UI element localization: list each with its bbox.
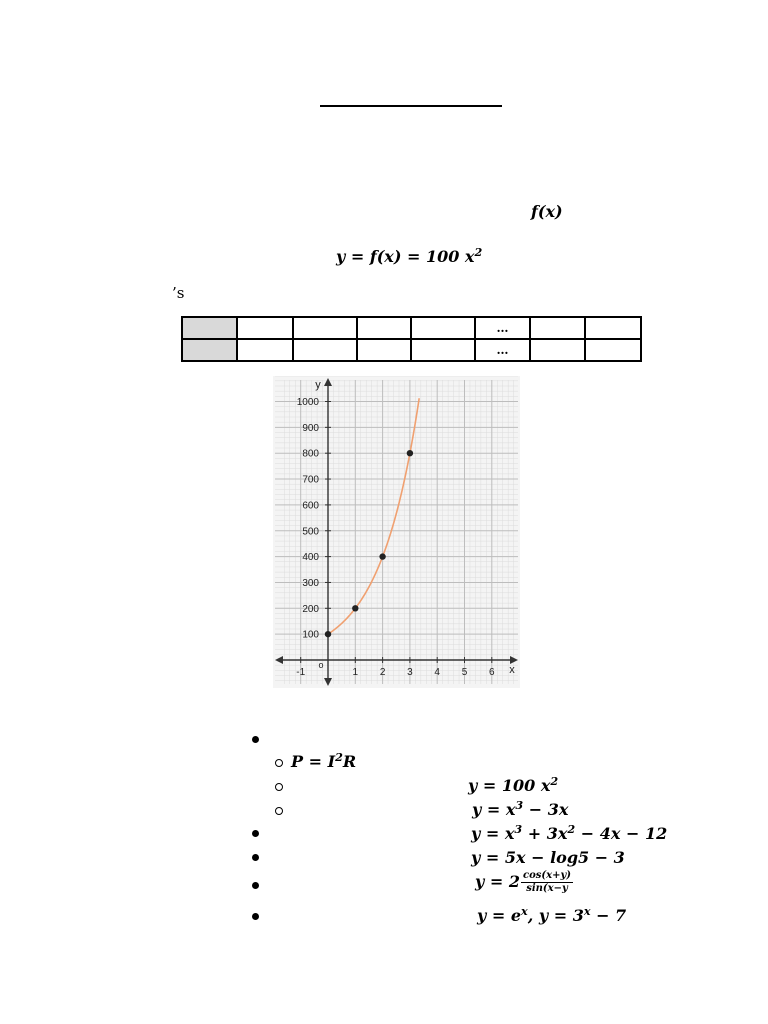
bullet-icon	[252, 854, 259, 861]
x-tick-label: 1	[352, 667, 359, 678]
y-tick-label: 1000	[296, 397, 319, 408]
bullet-icon	[252, 882, 259, 889]
values-table	[181, 316, 642, 362]
sub-bullet-icon	[275, 783, 283, 791]
data-point	[407, 450, 413, 456]
x-tick-label: 2	[379, 667, 386, 678]
x-tick-label: 3	[407, 667, 413, 678]
table-cell	[237, 317, 293, 339]
fraction-denominator: sin(x−y	[526, 883, 568, 894]
origin-label: o	[318, 660, 324, 670]
data-point	[352, 605, 358, 611]
y-tick-label: 900	[302, 422, 319, 434]
table-cell	[357, 317, 411, 339]
table-cell	[237, 339, 293, 361]
y-tick-label: 700	[302, 474, 319, 486]
table-cell	[585, 317, 641, 339]
data-point	[325, 631, 331, 637]
table-cell	[530, 317, 585, 339]
trig-fraction	[521, 870, 573, 895]
y-tick-label: 200	[302, 603, 319, 615]
table-cell	[585, 339, 641, 361]
x-tick-label: -1	[296, 667, 306, 678]
table-cell	[357, 339, 411, 361]
table-cell	[293, 317, 357, 339]
y-tick-label: 800	[302, 448, 319, 460]
bullet-icon	[252, 736, 259, 743]
table-cell	[411, 339, 475, 361]
list-eq-exponential: $y = e^x$, $y = 3^x - 7$	[477, 903, 627, 925]
bullet-icon	[252, 913, 259, 920]
bullet-icon	[252, 830, 259, 837]
y-tick-label: 400	[302, 552, 319, 564]
x-tick-label: 6	[489, 667, 495, 678]
x-axis-label: x	[509, 664, 515, 676]
y-axis-label: y	[315, 379, 321, 391]
list-eq-polynomial: $y = x^3 + 3x^2 - 4x - 12$	[471, 821, 668, 843]
table-cell	[530, 339, 585, 361]
fx-label: f(x)	[531, 202, 563, 221]
table-row	[182, 339, 641, 361]
data-point	[379, 553, 385, 559]
possessive-fragment: ’s	[172, 284, 185, 302]
list-eq-log: y = 5x − log5 − 3	[471, 848, 625, 867]
list-eq-power: $P = I^2R$	[291, 749, 357, 771]
x-tick-label: 5	[461, 667, 468, 678]
list-eq-cubic: $y = x^3 - 3x$	[472, 797, 569, 819]
sub-bullet-icon	[275, 807, 283, 815]
list-eq-quadratic: y = 100 $x^2$	[468, 773, 559, 795]
y-tick-label: 600	[302, 500, 319, 512]
x-tick-label: 4	[434, 667, 440, 678]
table-header-cell	[182, 339, 237, 361]
sub-bullet-icon	[275, 759, 283, 767]
table-ellipsis-cell: …	[475, 317, 530, 339]
table-row	[182, 317, 641, 339]
title-underline	[320, 105, 502, 107]
y-tick-label: 300	[302, 577, 319, 589]
main-equation: y = f(x) = 100 $x^2$	[336, 244, 483, 266]
list-eq-trig: y = 2 $\frac{\cos(x+y)}{\sin(x-y}$	[475, 870, 571, 894]
table-header-cell	[182, 317, 237, 339]
table-ellipsis-cell: …	[475, 339, 530, 361]
table-cell	[293, 339, 357, 361]
table-cell	[411, 317, 475, 339]
function-graph	[273, 376, 520, 688]
y-tick-label: 500	[302, 526, 319, 538]
y-tick-label: 100	[302, 629, 319, 641]
fraction-numerator: cos(x+y)	[522, 870, 571, 881]
